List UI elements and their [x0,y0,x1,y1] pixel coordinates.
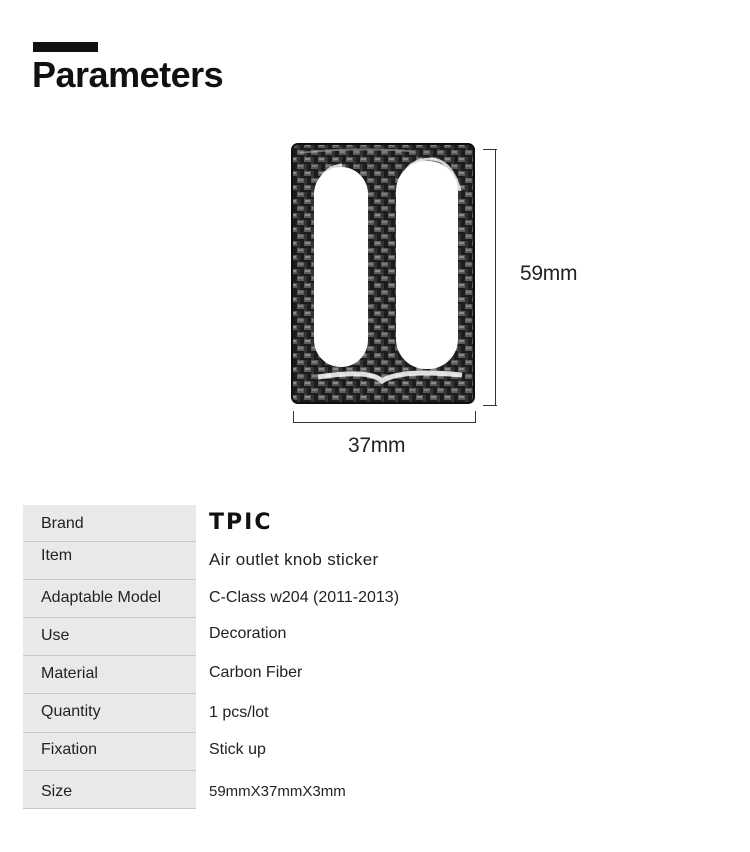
spec-value: Stick up [209,741,266,758]
spec-value: C-Class w204 (2011-2013) [209,589,400,606]
height-dimension-cap-bottom [483,405,497,406]
spec-row-size [23,771,723,809]
title-accent-bar [33,42,98,52]
width-dimension-cap-right [475,411,476,423]
spec-value: Air outlet knob sticker [209,550,379,569]
carbon-fiber-sticker-illustration [290,143,476,405]
spec-label: Brand [23,505,196,542]
spec-row-brand [23,505,723,542]
spec-table [23,505,723,809]
spec-label: Size [23,771,196,809]
spec-value: 59mmX37mmX3mm [209,783,346,800]
spec-label: Material [23,656,196,694]
height-dimension-label: 59mm [520,262,578,285]
spec-value: Decoration [209,625,287,642]
width-dimension-label: 37mm [348,434,406,457]
spec-label: Adaptable Model [23,580,196,618]
spec-row-item [23,542,723,580]
product-image [290,143,476,405]
spec-label: Fixation [23,733,196,771]
spec-row-material [23,656,723,694]
height-dimension-line [495,149,496,405]
width-dimension-cap-left [293,411,294,423]
spec-label: Item [23,542,196,580]
spec-label: Use [23,618,196,656]
spec-value: Carbon Fiber [209,664,303,681]
spec-row-use [23,618,723,656]
spec-row-quantity [23,694,723,733]
page-title: Parameters [32,54,224,95]
spec-label: Quantity [23,694,196,733]
height-dimension-cap-top [483,149,497,150]
spec-value: 1 pcs/lot [209,704,269,721]
brand-logo: TPIC [209,510,273,535]
spec-row-fixation [23,733,723,771]
spec-row-adaptable-model [23,580,723,618]
width-dimension-line [293,422,475,423]
